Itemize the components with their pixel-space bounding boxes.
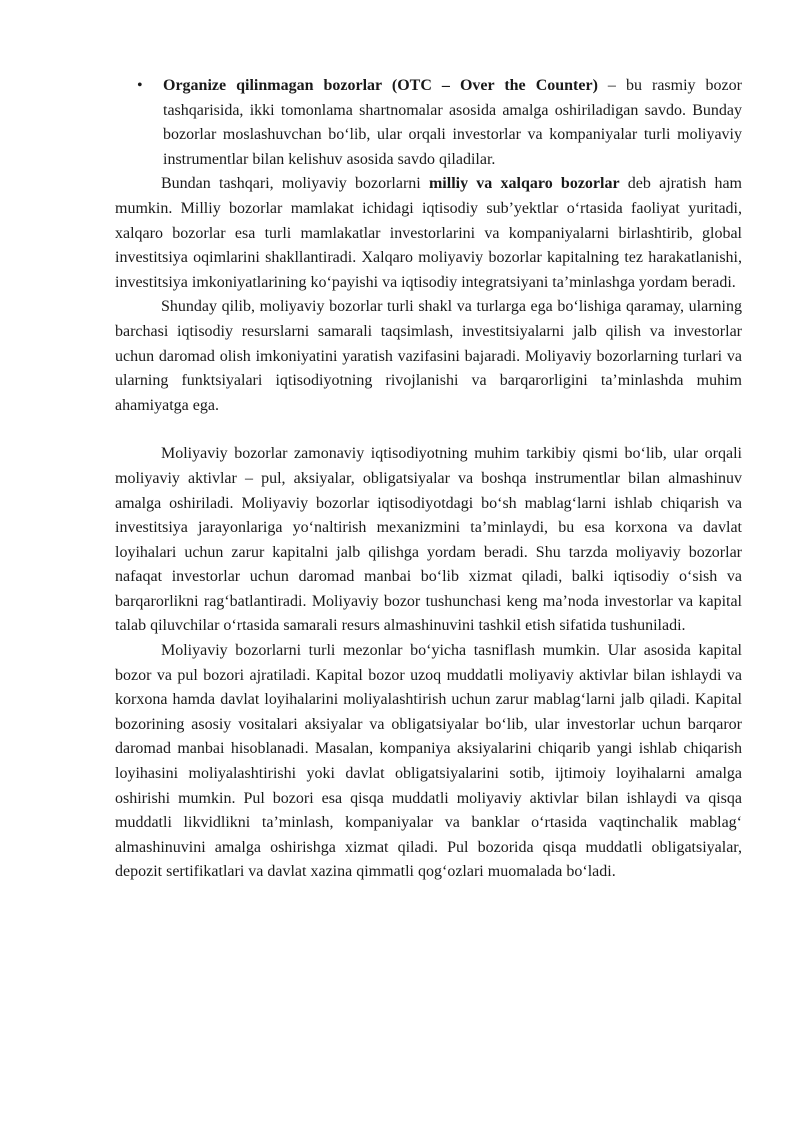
paragraph-text: Bundan tashqari, moliyaviy bozorlarni — [161, 175, 429, 193]
paragraph-text: deb ajratish ham mumkin. Milliy bozorlar mamlakat ichidagi iqtisodiy sub’yektlar o‘rtasida faoliyat yuritadi, xalqaro bozorlar esa turli mamlakatlar investorlarini va kompaniyalarni birlashtirib, global investitsiya oqimlarini shakllantiradi. Xalqaro moliyaviy bozorlar kapitalning tez harakatlanishi, investitsiya imkoniyatlarining ko‘payishi va iqtisodiy integratsiyani ta’minlashga yordam beradi. — [115, 175, 742, 291]
paragraph-classification: Moliyaviy bozorlarni turli mezonlar bo‘yicha tasniflash mumkin. Ular asosida kapital bozor va pul bozori ajratiladi. Kapital bozor uzoq muddatli moliyaviy aktivlar bilan ishlaydi va korxona hamda davlat loyihalarini moliyalashtirish uchun zarur mablag‘larni jalb qiladi. Kapital bozorining asosiy vositalari aksiyalar va obligatsiyalar bo‘lib, ular investorlar uchun barqaror daromad manbai hisoblanadi. Masalan, kompaniya aksiyalarini chiqarib yangi ishlab chiqarish loyihasini moliyalashtirishi yoki davlat obligatsiyalarini sotib, ijtimoiy loyihalarni amalga oshirishi mumkin. Pul bozori esa qisqa muddatli moliyaviy aktivlar bilan ishlaydi va qisqa muddatli likvidlikni ta’minlash, kompaniyalar va banklar o‘rtasida vaqtinchalik mablag‘ almashinuvini amalga oshirishga xizmat qiladi. Pul bozorida qisqa muddatli obligatsiyalar, depozit sertifikatlari va davlat xazina qimmatli qog‘ozlari muomalada bo‘ladi. — [115, 642, 742, 881]
paragraph-financial-markets: Moliyaviy bozorlar zamonaviy iqtisodiyotning muhim tarkibiy qismi bo‘lib, ular orqali moliyaviy aktivlar – pul, aksiyalar, obligatsiyalar va boshqa instrumentlar bilan almashinuv amalga oshiriladi. Moliyaviy bozorlar iqtisodiyotdagi bo‘sh mablag‘larni ishlab chiqarish va investitsiya jarayonlariga yo‘naltirish mexanizmini ta’minlaydi, bu esa korxona va davlat loyihalari uchun zarur kapitalni jalb qilishga yordam beradi. Shu tarzda moliyaviy bozorlar nafaqat investorlar uchun daromad manbai bo‘lib xizmat qiladi, balki iqtisodiy o‘sish va barqarorlikni rag‘batlantiradi. Moliyaviy bozor tushunchasi keng ma’noda investorlar va kapital talab qiluvchilar o‘rtasida samarali resurs almashinuvini tashkil etish sifatida tushuniladi. — [115, 445, 742, 635]
paragraph-bold-term: milliy va xalqaro bozorlar — [428, 175, 620, 193]
bullet-otc-markets — [115, 74, 742, 172]
paragraph-conclusion: Shunday qilib, moliyaviy bozorlar turli shakl va turlarga ega bo‘lishiga qaramay, ularning barchasi iqtisodiy resurslarni samarali taqsimlash, investitsiyalarni jalb qilish va investorlar uchun daromad olish imkoniyatini yaratish vazifasini bajaradi. Moliyaviy bozorlarning turlari va ularning funktsiyalari iqtisodiyotning rivojlanishi va barqarorligini ta’minlashda muhim ahamiyatga ega. — [115, 298, 742, 414]
bullet-bold-term: Organize qilinmagan bozorlar (OTC – Over the Counter) — [163, 77, 598, 94]
bullet-point-icon: • — [137, 77, 143, 94]
bullet-text: – bu rasmiy bozor tashqarisida, ikki tomonlama shartnomalar asosida amalga oshiriladigan savdo. Bunday bozorlar moslashuvchan bo‘lib, ular orqali investorlar va kompaniyalar turli moliyaviy instrumentlar bilan kelishuv asosida savdo qiladilar. — [163, 77, 742, 168]
paragraph-spacer — [115, 418, 742, 442]
paragraph-national-international — [115, 172, 742, 295]
